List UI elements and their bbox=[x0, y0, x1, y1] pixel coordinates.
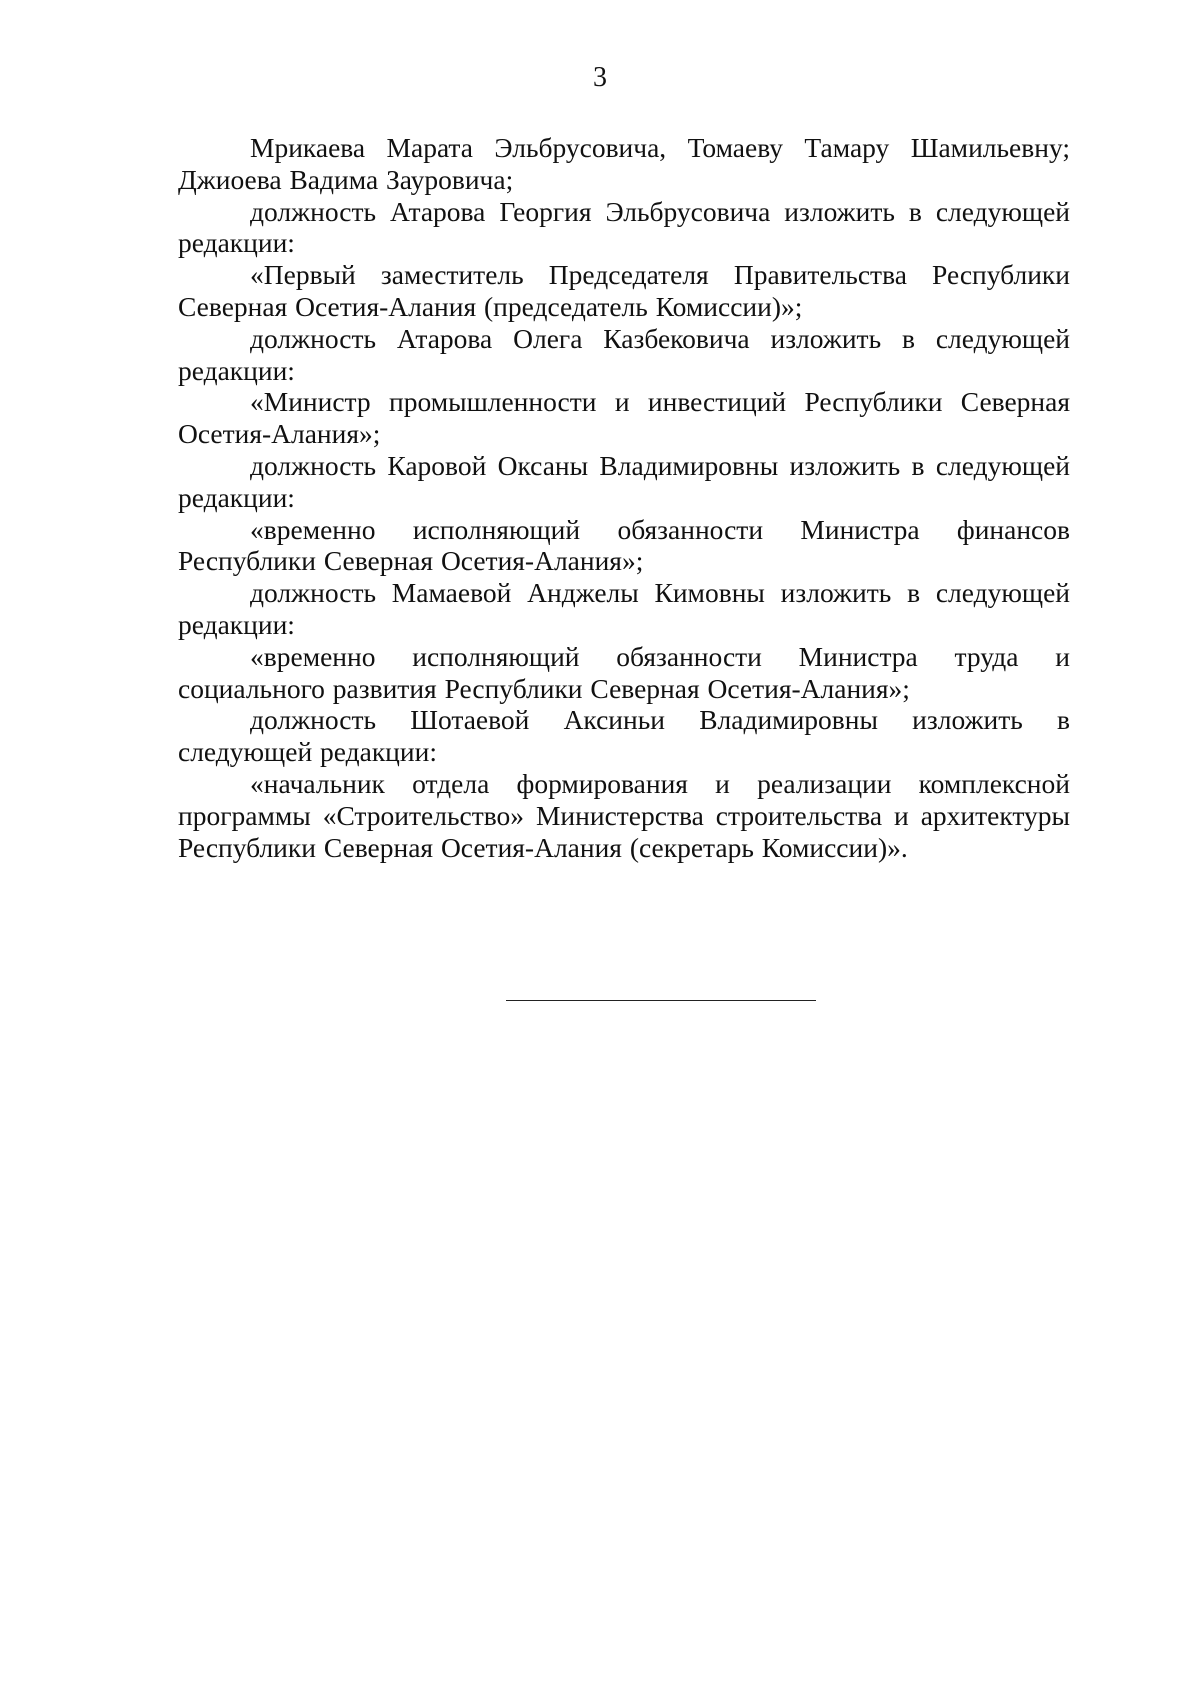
paragraph-karova-position: «временно исполняющий обязанности Министра финансов Республики Северная Осетия-Алания»; bbox=[178, 513, 1070, 577]
closing-divider-line bbox=[506, 1000, 816, 1001]
page-number: 3 bbox=[593, 62, 607, 93]
paragraph-mamaeva-instruction: должность Мамаевой Анджелы Кимовны изложить в следующей редакции: bbox=[178, 577, 1070, 640]
document-body bbox=[178, 132, 1070, 863]
paragraph-karova-instruction: должность Каровой Оксаны Владимировны изложить в следующей редакции: bbox=[178, 449, 1070, 513]
paragraph-shotaeva-position: «начальник отдела формирования и реализации комплексной программы «Строительство» Министерства строительства и архитектуры Республики Северная Осетия-Алания (секретарь Комиссии)». bbox=[178, 767, 1070, 863]
paragraph-atarov-oleg-position: «Министр промышленности и инвестиций Республики Северная Осетия-Алания»; bbox=[178, 386, 1070, 450]
paragraph-atarov-oleg-instruction: должность Атарова Олега Казбековича изложить в следующей редакции: bbox=[178, 322, 1070, 386]
paragraph-atarov-georgiy-position: «Первый заместитель Председателя Правительства Республики Северная Осетия-Алания (председатель Комиссии)»; bbox=[178, 259, 1070, 322]
paragraph-members-list: Мрикаева Марата Эльбрусовича, Томаеву Тамару Шамильевну; Джиоева Вадима Зауровича; bbox=[178, 132, 1070, 195]
paragraph-shotaeva-instruction: должность Шотаевой Аксиньи Владимировны изложить в следующей редакции: bbox=[178, 704, 1070, 768]
paragraph-atarov-georgiy-instruction: должность Атарова Георгия Эльбрусовича изложить в следующей редакции: bbox=[178, 195, 1070, 259]
paragraph-mamaeva-position: «временно исполняющий обязанности Министра труда и социального развития Республики Северная Осетия-Алания»; bbox=[178, 640, 1070, 704]
